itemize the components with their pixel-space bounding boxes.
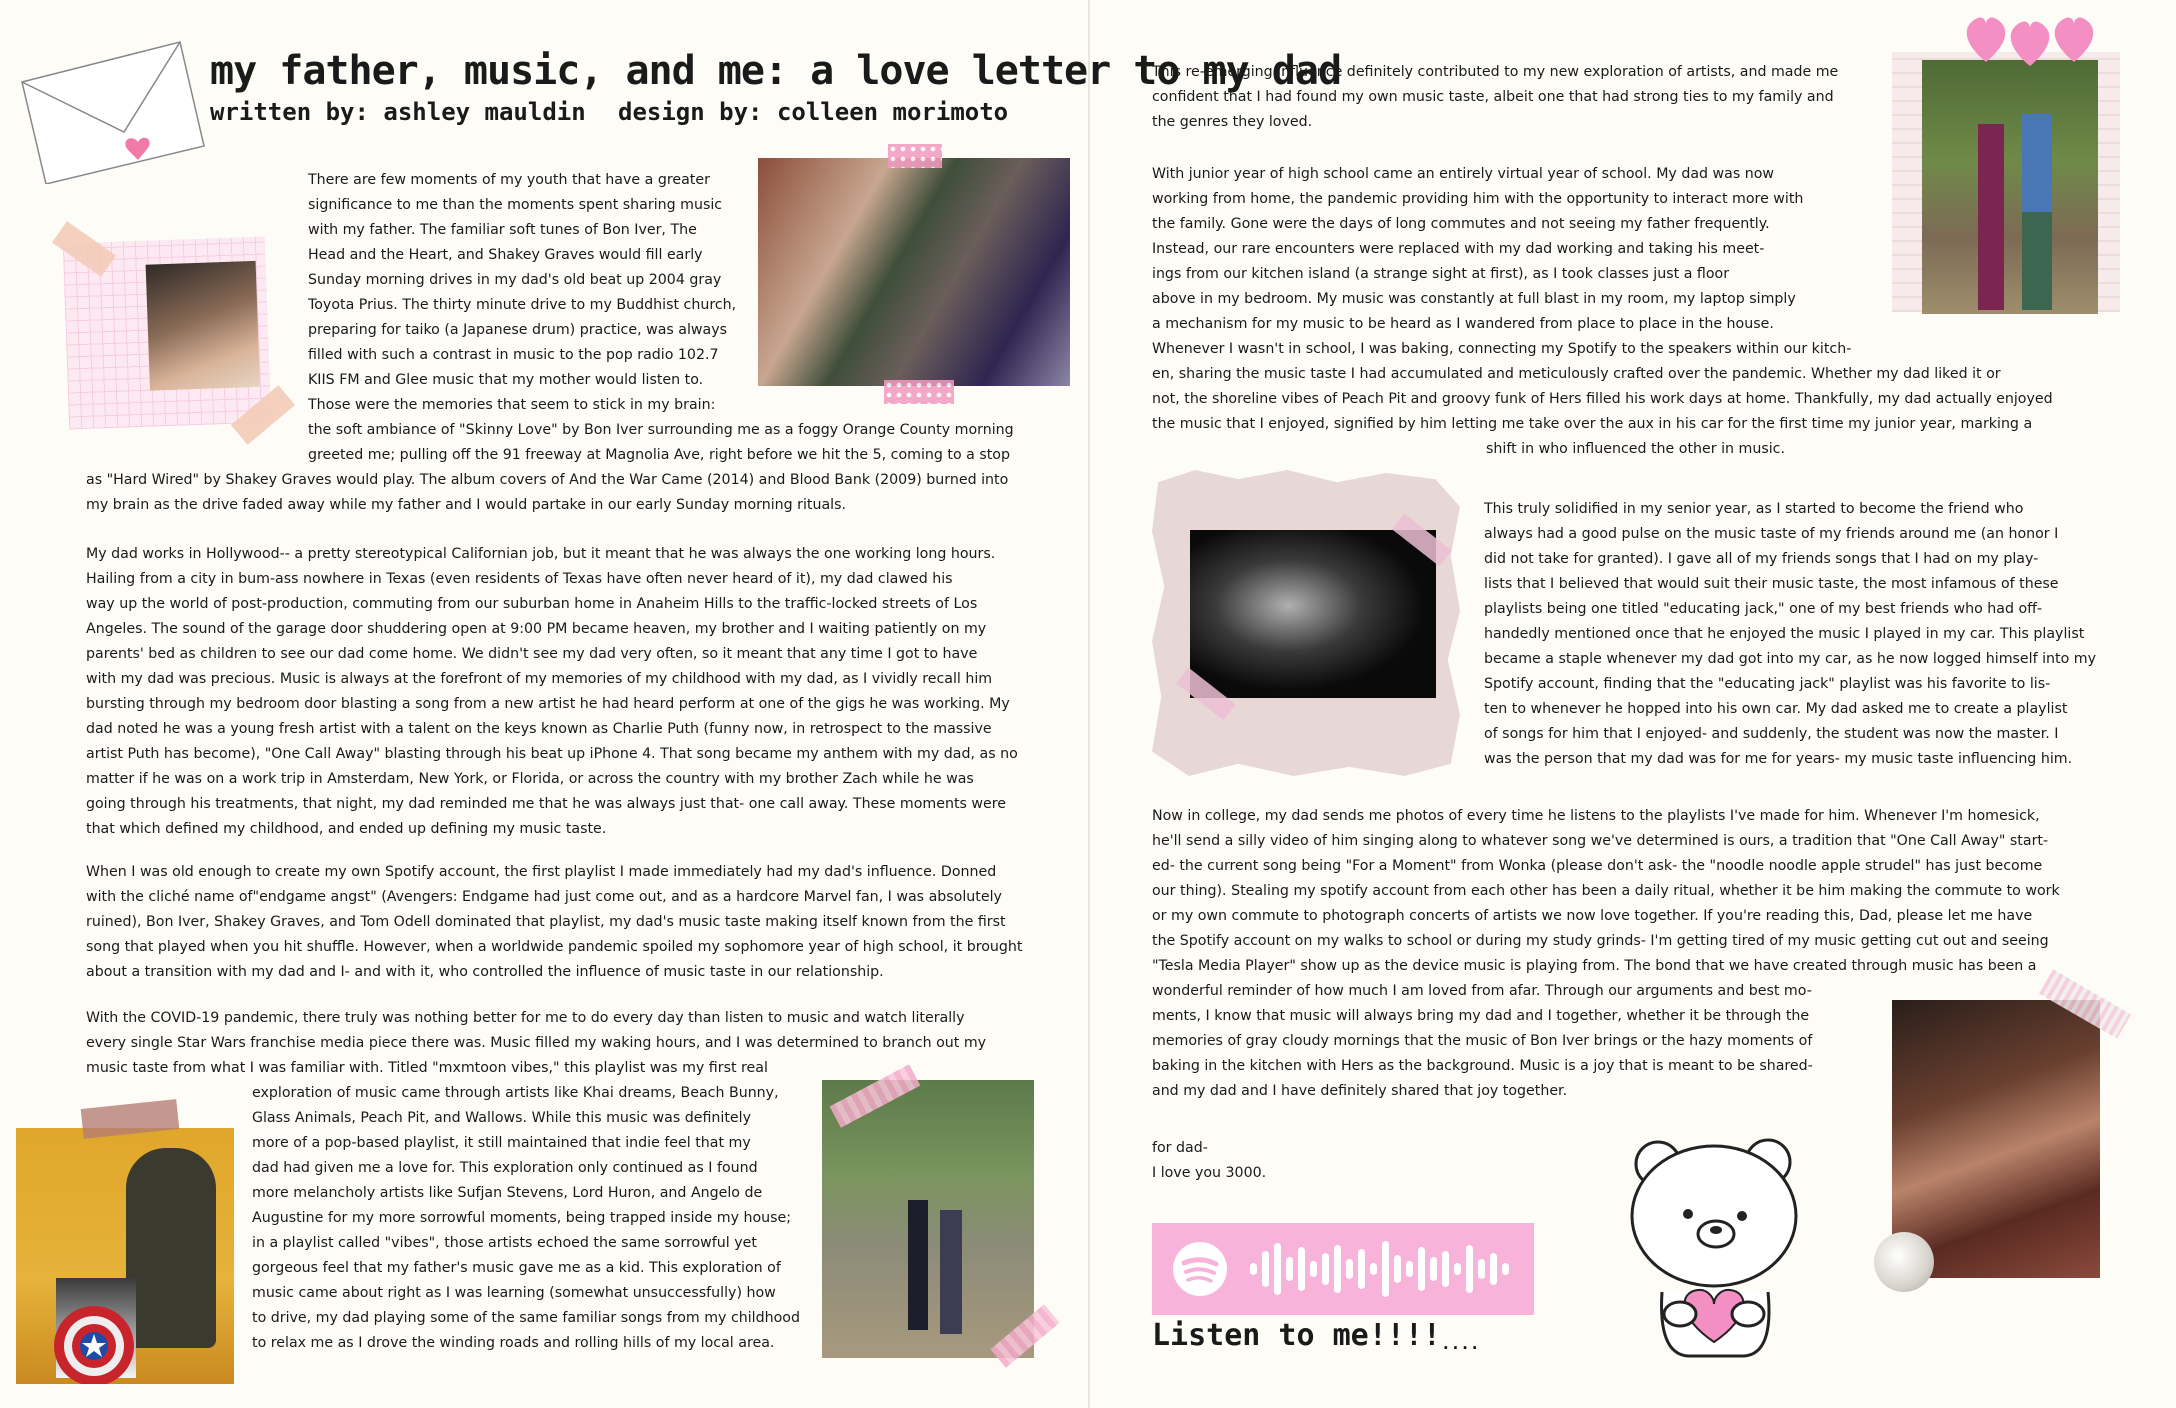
text-line: significance to me than the moments spent sharing music <box>308 197 723 213</box>
hearts-icon <box>1960 6 2100 68</box>
text-line: always had a good pulse on the music taste of my friends around me (an honor I <box>1484 526 2059 542</box>
text-line: My dad works in Hollywood-- a pretty stereotypical Californian job, but it meant that he was always the one working long hours. <box>86 546 996 562</box>
text-line: to drive, my dad playing some of the same familiar songs from my childhood <box>252 1310 800 1326</box>
text-line: With junior year of high school came an entirely virtual year of school. My dad was now <box>1152 166 1775 182</box>
text-line: Glass Animals, Peach Pit, and Wallows. While this music was definitely <box>252 1110 751 1126</box>
text-line: song that played when you hit shuffle. However, when a worldwide pandemic spoiled my sophomore year of high school, it brought <box>86 939 1023 955</box>
text-line: parents' bed as children to see our dad come home. We didn't see my dad very often, so it meant that any time I got to have <box>86 646 978 662</box>
listen-exclamations: !!!! <box>1368 1318 1441 1353</box>
photo-restaurant-selfie <box>758 158 1070 386</box>
text-line: wonderful reminder of how much I am loved from afar. Through our arguments and best mo- <box>1152 983 1812 999</box>
signoff-line: for dad- <box>1152 1140 1208 1156</box>
text-line: did not take for granted). I gave all of my friends songs that I had on my play- <box>1484 551 2039 567</box>
text-line: en, sharing the music taste I had accumulated and meticulously crafted over the pandemic. Whether my dad liked it or <box>1152 366 2001 382</box>
text-line: There are few moments of my youth that have a greater <box>308 172 710 188</box>
text-line: Toyota Prius. The thirty minute drive to my Buddhist church, <box>308 297 737 313</box>
text-line: that which defined my childhood, and ended up defining my music taste. <box>86 821 607 837</box>
text-line: gorgeous feel that my father's music gave me as a kid. This exploration of <box>252 1260 781 1276</box>
paragraph-reemerging <box>1152 60 1852 135</box>
photo-park-statue <box>822 1080 1034 1358</box>
text-line: was the person that my dad was for me for years- my music taste influencing him. <box>1484 751 2073 767</box>
text-line: memories of gray cloudy mornings that the music of Bon Iver brings or the hazy moments of <box>1152 1033 1813 1049</box>
text-line: became a staple whenever my dad got into my car, as he now logged himself into my <box>1484 651 2097 667</box>
text-line: This re-emerging influence definitely contributed to my new exploration of artists, and made me <box>1152 64 1839 80</box>
text-line: ruined), Bon Iver, Shakey Graves, and Tom Odell dominated that playlist, my dad's music taste making itself known from the first <box>86 914 1006 930</box>
text-line: handedly mentioned once that he enjoyed the music I played in my car. This playlist <box>1484 626 2085 642</box>
text-line: our thing). Stealing my spotify account from each other has been a daily ritual, whether it be him making the commute to work <box>1152 883 2060 899</box>
text-line: Augustine for my more sorrowful moments, being trapped inside my house; <box>252 1210 792 1226</box>
paragraph-hollywood <box>86 542 1026 842</box>
text-line: every single Star Wars franchise media piece there was. Music filled my waking hours, and I was determined to branch out my <box>86 1035 987 1051</box>
text-line: matter if he was on a work trip in Amsterdam, New York, or Florida, or across the country with my brother Zach while he was <box>86 771 974 787</box>
paragraph-pandemic-continued <box>252 1081 812 1356</box>
paragraph-intro <box>308 168 758 418</box>
photo-captain-america <box>16 1128 234 1384</box>
text-line: the family. Gone were the days of long commutes and not seeing my father frequently. <box>1152 216 1770 232</box>
text-line: greeted me; pulling off the 91 freeway at Magnolia Ave, right before we hit the 5, coming to a stop <box>308 447 1010 463</box>
text-line: music taste from what I was familiar with. Titled "mxmtoon vibes," this playlist was my first real <box>86 1060 768 1076</box>
paragraph-spotify-playlist <box>86 860 1026 985</box>
text-line: or my own commute to photograph concerts of artists we now love together. If you're reading this, Dad, please let me have <box>1152 908 2033 924</box>
text-line: filled with such a contrast in music to the pop radio 102.7 <box>308 347 719 363</box>
photo-frame-striped <box>1892 52 2120 312</box>
text-line: ings from our kitchen island (a strange sight at first), as I took classes just a floor <box>1152 266 1730 282</box>
text-line: preparing for taiko (a Japanese drum) practice, was always <box>308 322 728 338</box>
text-line: "Tesla Media Player" show up as the device music is playing from. The bond that we have created through music has been a <box>1152 958 2037 974</box>
text-line: with the cliché name of"endgame angst" (Avengers: Endgame had just come out, and as a hardcore Marvel fan, I was absolutely <box>86 889 1002 905</box>
washi-tape <box>888 144 942 168</box>
text-line: as "Hard Wired" by Shakey Graves would play. The album covers of And the War Came (2014) and Blood Bank (2009) burned into <box>86 472 1009 488</box>
text-line: more of a pop-based playlist, it still maintained that indie feel that my <box>252 1135 751 1151</box>
designer-byline: design by: colleen morimoto <box>618 98 1009 126</box>
text-line: ments, I know that music will always bring my dad and I together, whether it be through the <box>1152 1008 1810 1024</box>
teddy-bear-icon <box>1618 1124 1810 1364</box>
text-line: Instead, our rare encounters were replaced with my dad working and taking his meet- <box>1152 241 1765 257</box>
text-line: with my dad was precious. Music is always at the forefront of my memories of my childhood with my dad, as I vividly recall him <box>86 671 993 687</box>
text-line: more melancholy artists like Sufjan Stevens, Lord Huron, and Angelo de <box>252 1185 763 1201</box>
text-line: With the COVID-19 pandemic, there truly was nothing better for me to do every day than listen to music and watch literally <box>86 1010 965 1026</box>
person <box>940 1210 962 1334</box>
text-line: the music that I enjoyed, signified by him letting me take over the aux in his car for the first time my junior year, marking a <box>1152 416 2033 432</box>
text-line: a mechanism for my music to be heard as I wandered from place to place in the house. <box>1152 316 1774 332</box>
photo-dad-daughter-selfie <box>146 261 260 391</box>
text-line: dad noted he was a young fresh artist with a talent on the keys known as Charlie Puth (funny now, in retrospect to the massive <box>86 721 992 737</box>
listen-caption <box>1152 1318 1480 1353</box>
text-line: the genres they loved. <box>1152 114 1313 130</box>
text-line: music came about right as I was learning (somewhat unsuccessfully) how <box>252 1285 776 1301</box>
text-line: working from home, the pandemic providing him with the opportunity to interact more with <box>1152 191 1804 207</box>
page-title: my father, music, and me: a love letter to my dad <box>210 48 1342 94</box>
photo-dad-daughter-closeup <box>1892 1000 2100 1278</box>
silhouette <box>126 1148 216 1348</box>
text-line: way up the world of post-production, commuting from our suburban home in Anaheim Hills to the traffic-locked streets of Los <box>86 596 978 612</box>
washi-tape <box>884 380 954 404</box>
person <box>2022 114 2052 310</box>
text-line: my brain as the drive faded away while my father and I would partake in our early Sunday morning rituals. <box>86 497 847 513</box>
text-line: the soft ambiance of "Skinny Love" by Bon Iver surrounding me as a foggy Orange County morning <box>308 422 1014 438</box>
photo-black-and-white <box>1190 530 1436 698</box>
text-line: shift in who influenced the other in music. <box>1486 441 1785 457</box>
text-line: dad had given me a love for. This exploration only continued as I found <box>252 1160 758 1176</box>
photo-outdoor-pair <box>1922 60 2098 314</box>
text-line: to relax me as I drove the winding roads and rolling hills of my local area. <box>252 1335 775 1351</box>
spotify-soundwave-icon <box>1248 1239 1518 1299</box>
paragraph-pandemic <box>86 1006 1026 1081</box>
signoff-line: I love you 3000. <box>1152 1165 1267 1181</box>
text-line: This truly solidified in my senior year, as I started to become the friend who <box>1484 501 2024 517</box>
shield-icon <box>52 1304 136 1384</box>
text-line: with my father. The familiar soft tunes of Bon Iver, The <box>308 222 697 238</box>
text-line: When I was old enough to create my own Spotify account, the first playlist I made immediately had my dad's influence. Donned <box>86 864 997 880</box>
text-line: KIIS FM and Glee music that my mother would listen to. <box>308 372 704 388</box>
text-line: Whenever I wasn't in school, I was baking, connecting my Spotify to the speakers within our kitch- <box>1152 341 1852 357</box>
text-line: bursting through my bedroom door blasting a song from a new artist he had heard perform at one of the gigs he was working. My <box>86 696 1010 712</box>
text-line: Head and the Heart, and Shakey Graves would fill early <box>308 247 703 263</box>
envelope-icon <box>12 36 212 184</box>
text-line: and my dad and I have definitely shared that joy together. <box>1152 1083 1568 1099</box>
text-line: Hailing from a city in bum-ass nowhere in Texas (even residents of Texas have often never heard of it), my dad clawed his <box>86 571 953 587</box>
text-line: of songs for him that I enjoyed- and suddenly, the student was now the master. I <box>1484 726 2059 742</box>
signoff <box>1152 1136 1266 1186</box>
person <box>1978 124 2004 310</box>
text-line: not, the shoreline vibes of Peach Pit and groovy funk of Hers filled his work days at home. Thankfully, my dad actually enjoyed <box>1152 391 2053 407</box>
text-line: ed- the current song being "For a Moment" from Wonka (please don't ask- the "noodle noodle apple strudel" has just become <box>1152 858 2043 874</box>
paragraph-senior-year <box>1484 497 2124 772</box>
page-spread-divider <box>1088 0 1090 1408</box>
text-line: going through his treatments, that night, my dad reminded me that he was always just that- one call away. These moments were <box>86 796 1007 812</box>
text-line: in a playlist called "vibes", those artists echoed the same sorrowful yet <box>252 1235 757 1251</box>
text-line: baking in the kitchen with Hers as the background. Music is a joy that is meant to be shared- <box>1152 1058 1813 1074</box>
person <box>908 1200 928 1330</box>
text-line: about a transition with my dad and I- and with it, who controlled the influence of music taste in our relationship. <box>86 964 884 980</box>
text-line: the Spotify account on my walks to school or during my study grinds- I'm getting tired of my music getting cut out and seeing <box>1152 933 2049 949</box>
text-line: Now in college, my dad sends me photos of every time he listens to the playlists I've made for him. Whenever I'm homesick, <box>1152 808 2040 824</box>
text-line: he'll send a silly video of him singing along to whatever song we've determined is ours, a tradition that "One Call Away" start- <box>1152 833 2049 849</box>
text-line: Spotify account, finding that the "educating jack" playlist was his favorite to lis- <box>1484 676 2051 692</box>
text-line: above in my bedroom. My music was constantly at full blast in my room, my laptop simply <box>1152 291 1796 307</box>
text-line: Those were the memories that seem to stick in my brain: <box>308 397 716 413</box>
author-byline: written by: ashley mauldin <box>210 98 586 126</box>
spotify-code[interactable] <box>1152 1223 1534 1315</box>
text-line: lists that I believed that would suit their music taste, the most infamous of these <box>1484 576 2059 592</box>
text-line: confident that I had found my own music taste, albeit one that had strong ties to my family and <box>1152 89 1834 105</box>
text-line: Sunday morning drives in my dad's old beat up 2004 gray <box>308 272 722 288</box>
paragraph-intro-continued <box>86 418 1026 518</box>
text-line: Angeles. The sound of the garage door shuddering open at 9:00 PM became heaven, my brother and I waiting patiently on my <box>86 621 987 637</box>
listen-label: Listen to me <box>1152 1318 1369 1353</box>
listen-dots: .... <box>1441 1334 1480 1353</box>
text-line: ten to whenever he hopped into his own car. My dad asked me to create a playlist <box>1484 701 2068 717</box>
text-line: exploration of music came through artists like Khai dreams, Beach Bunny, <box>252 1085 779 1101</box>
text-line: artist Puth has become), "One Call Away" blasting through his beat up iPhone 4. That song became my anthem with my dad, as no <box>86 746 1018 762</box>
text-line: playlists being one titled "educating jack," one of my best friends who had off- <box>1484 601 2043 617</box>
spotify-icon <box>1172 1241 1228 1297</box>
glitter-sticker <box>1874 1232 1934 1292</box>
